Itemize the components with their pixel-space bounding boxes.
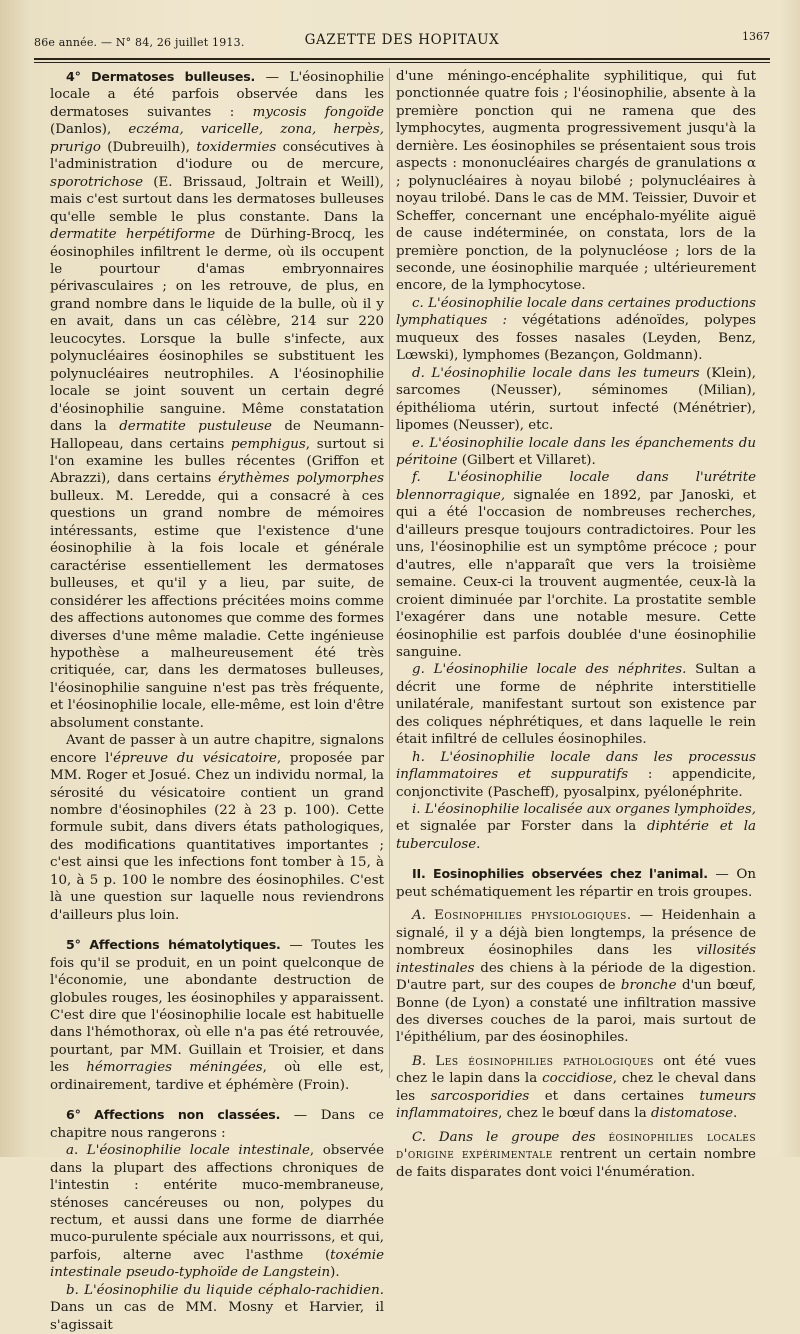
item-d: d. L'éosinophilie locale dans les tumeurs (Klein), sarcomes (Neusser), séminomes (Milian), épithélioma utérin, surtout infecté (Ménétrier), lipomes (Neusser), etc. xyxy=(396,365,756,434)
item-h: h. L'éosinophilie locale dans les processus inflammatoires et suppuratifs : appendicite, conjonctivite (Pascheff), pyosalpinx, pyélonéphrite. xyxy=(396,749,756,800)
item-g: g. L'éosinophilie locale des néphrites. Sultan a décrit une forme de néphrite interstitielle unilatérale, manifestant surtout son existence par des coliques néphrétiques, et dans laquelle le rein était infiltré de cellules éosinophiles. xyxy=(396,662,756,748)
left-column xyxy=(50,68,384,1334)
page-number: 1367 xyxy=(742,30,770,43)
header-rule-thin xyxy=(34,62,770,63)
item-f: f. L'éosinophilie locale dans l'urétrite blennorragique, signalée en 1892, par Janoski, et qui a été l'occasion de nombreuses recherches, d'ailleurs presque toujours contradictoires. Pour les uns, l'éosinophilie est un symptôme précoce ; pour d'autres, elle n'apparaît que vers la troisième semaine. Ceux-ci la trouvent augmentée, ceux-là la croient diminuée par l'orchite. La prostatite semble l'exagérer dans une notable mesure. Cette éosinophilie est parfois doublée d'une éosinophilie sanguine. xyxy=(396,470,756,660)
section-heading: 6° Affections non classées. xyxy=(66,1107,281,1123)
paragraph-vesicatoire: Avant de passer à un autre chapitre, signalons encore l'épreuve du vésicatoire, proposée par MM. Roger et Josué. Chez un individu normal, la sérosité du vésicatoire contient un grand nombre d'éosinophiles (22 à 23 p. 100). Cette formule subit, dans divers états pathologiques, des modifications quantitatives importantes ; c'est ainsi que les infections font tomber à 15, à 10, à 5 p. 100 le nombre des éosinophiles. C'est là une question sur laquelle nous reviendrons d'ailleurs plus loin. xyxy=(50,733,384,923)
subsection-c: C. Dans le groupe des éosinophilies locales d'origine expérimentale rentrent un certain nombre de faits disparates dont voici l'énumération. xyxy=(396,1129,756,1180)
subsection-b: B. Les éosinophilies pathologiques ont été vues chez le lapin dans la coccidiose, chez le cheval dans les sarcosporidies et dans certaines tumeurs inflammatoires, chez le bœuf dans la distomatose. xyxy=(396,1053,757,1122)
section-dermatoses-bulleuses: 4° Dermatoses bulleuses. — L'éosinophilie locale a été parfois observée dans les dermatoses suivantes : mycosis fongoïde (Danlos), eczéma, varicelle, zona, herpès, prurigo (Dubreuilh), toxidermies consécutives à l'administration d'iodure ou de mercure, sporotrichose (E. Brissaud, Joltrain et Weill), mais c'est surtout dans les dermatoses bulleuses qu'elle semble le plus constante. Dans la dermatite herpétiforme de Dürhing-Brocq, les éosinophiles infiltrent le derme, où ils occupent le pourtour d'amas embryonnaires périvasculaires ; on les retrouve, de plus, en grand nombre dans le liquide de la bulle, où il y en avait, dans un cas célèbre, 214 sur 220 leucocytes. Lorsque la bulle s'infecte, aux polynucléaires éosinophiles se substituent les polynucléaires neutrophiles. A l'éosinophilie locale se joint souvent un certain degré d'éosinophilie sanguine. Même constatation dans la dermatite pustuleuse de Neumann-Hallopeau, dans certains pemphigus, surtout si l'on examine les bulles récentes (Griffon et Abrazzi), dans certains érythèmes polymorphes bulleux. M. Leredde, qui a consacré à ces questions un grand nombre de mémoires intéressants, estime que l'existence d'une éosinophilie à la fois locale et générale caractérise essentiellement les dermatoses bulleuses, et qu'il y a lieu, par suite, de considérer les affections précitées moins comme des affections autonomes que comme des formes diverses d'une même maladie. Cette ingénieuse hypothèse a malheureusement été très critiquée, car, dans les dermatoses bulleuses, l'éosinophilie sanguine n'est pas très fréquente, et l'éosinophilie locale, elle-même, est loin d'être absolument constante. xyxy=(50,69,384,731)
item-c: c. L'éosinophilie locale dans certaines productions lymphatiques : végétations adénoïdes, polypes muqueux des fosses nasales (Leyden, Benz, Lœwski), lymphomes (Bezançon, Goldmann). xyxy=(396,295,756,364)
section-animal: II. Eosinophilies observées chez l'animal. — On peut schématiquement les répartir en trois groupes. xyxy=(396,866,756,900)
item-b-continued: d'une méningo-encéphalite syphilitique, qui fut ponctionnée quatre fois ; l'éosinophilie, absente à la première ponction qui ne ramena que des lymphocytes, augmenta progressivement jusqu'à la dernière. Les éosinophiles se présentaient sous trois aspects : mononucléaires chargés de granulations α ; polynucléaires à noyau bilobé ; polynucléaires à noyau trilobé. Dans le cas de MM. Teissier, Duvoir et Scheffer, concernant une encéphalo-myélite aiguë de cause indéterminée, on constata, lors de la première ponction, de la polynucléose ; lors de la seconde, une éosinophilie marquée ; ultérieurement encore, de la lymphocytose. xyxy=(396,69,756,294)
section-heading: II. Eosinophilies observées chez l'animal. xyxy=(412,866,708,882)
page-header xyxy=(34,30,770,54)
section-affections-hematolytiques: 5° Affections hématolytiques. — Toutes les fois qu'il se produit, en un point quelconque de l'économie, une abondante destruction de globules rouges, les éosinophiles y apparaissent. C'est dire que l'éosinophilie locale est habituelle dans l'hémothorax, où elle n'a pas été retrouvée, pourtant, par MM. Guillain et Troisier, et dans les hémorragies méningées, où elle est, ordinairement, tardive et éphémère (Froin). xyxy=(50,937,384,1093)
item-e: e. L'éosinophilie locale dans les épanchements du péritoine (Gilbert et Villaret). xyxy=(396,435,756,468)
section-affections-non-classees: 6° Affections non classées. — Dans ce chapitre nous rangerons : xyxy=(50,1107,384,1141)
subsection-a: A. Eosinophilies physiologiques. — Heidenhain a signalé, il y a déjà bien longtemps, la présence de nombreux éosinophiles dans les villosités intestinales des chiens à la période de la digestion. D'autre part, sur des coupes de bronche d'un bœuf, Bonne (de Lyon) a constaté une infiltration massive des diverses couches de la paroi, mais surtout de l'épithélium, par des éosinophiles. xyxy=(396,908,757,1046)
item-a: a. L'éosinophilie locale intestinale, observée dans la plupart des affections chroniques de l'intestin : entérite muco-membraneuse, sténoses cancéreuses ou non, polypes du rectum, et aussi dans une forme de diarrhée muco-purulente spéciale aux nourrissons, et qui, parfois, alterne avec l'asthme (toxémie intestinale pseudo-typhoïde de Langstein). xyxy=(50,1143,384,1281)
item-i: i. L'éosinophilie localisée aux organes lymphoïdes, et signalée par Forster dans la diphtérie et la tuberculose. xyxy=(396,802,756,852)
issue-info: 86e année. — N° 84, 26 juillet 1913. xyxy=(34,36,245,49)
journal-title: GAZETTE DES HOPITAUX xyxy=(304,32,500,48)
section-heading: 5° Affections hématolytiques. xyxy=(66,937,281,953)
section-heading: 4° Dermatoses bulleuses. xyxy=(66,69,256,84)
right-column xyxy=(396,68,756,1181)
header-rule-thick xyxy=(34,58,770,60)
column-divider xyxy=(389,68,390,1078)
item-b: b. L'éosinophilie du liquide céphalo-rachidien. Dans un cas de MM. Mosny et Harvier, il s'agissait xyxy=(50,1282,384,1333)
